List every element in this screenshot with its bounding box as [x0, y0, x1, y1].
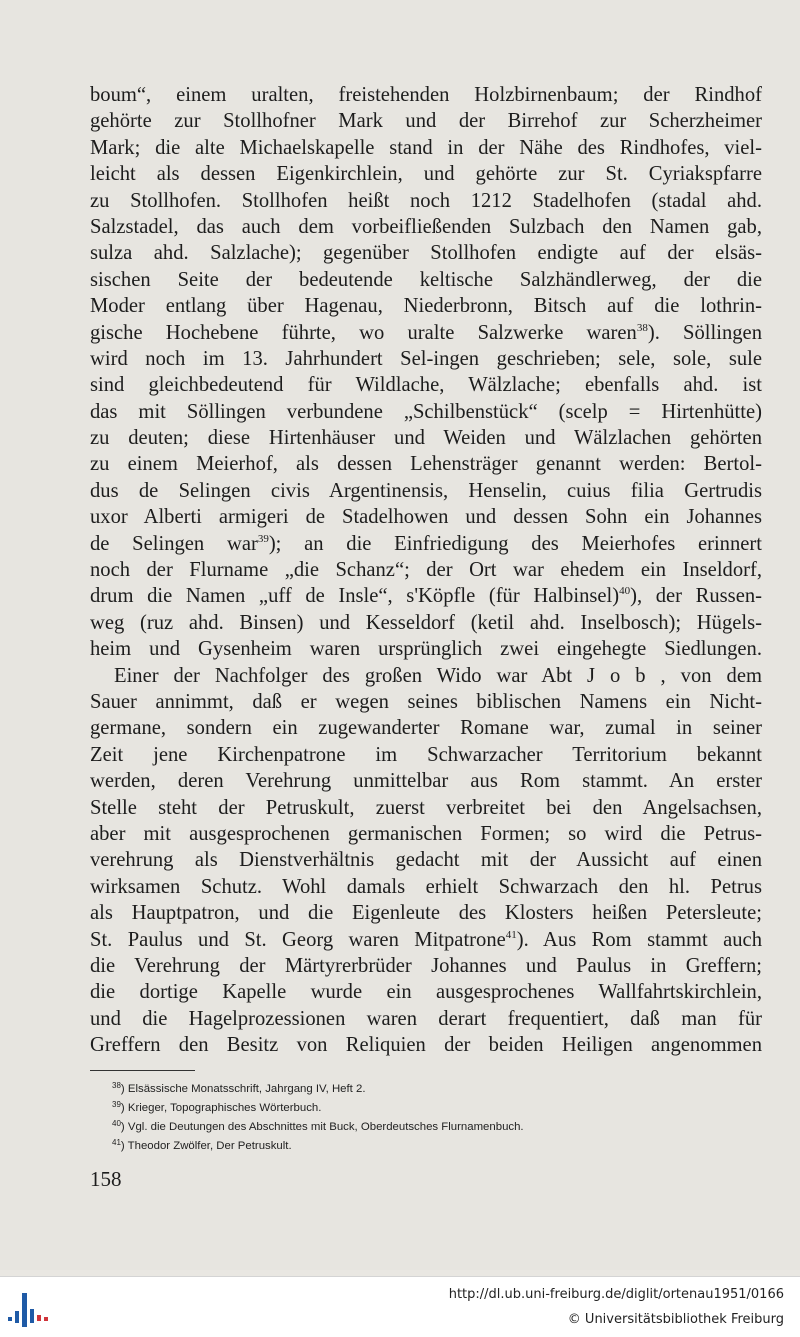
permalink-url[interactable]: http://dl.ub.uni-freiburg.de/diglit/ortenau1951/0166	[448, 1287, 784, 1302]
text-line: sind gleichbedeutend für Wildlache, Wälzlache; ebenfalls ahd. ist	[90, 374, 762, 397]
logo-bar	[22, 1293, 27, 1327]
text-line: sulza ahd. Salzlache); gegenüber Stollhofen endigte auf der elsäs-	[90, 242, 762, 265]
line-text: ); an die Einfriedigung des Meierhofes erinnert	[268, 532, 762, 555]
footnote	[112, 1135, 712, 1154]
page-number: 158	[90, 1167, 122, 1191]
footnote-number: 40	[112, 1119, 121, 1128]
footnote	[112, 1097, 712, 1116]
text-line	[90, 531, 762, 557]
text-line: noch der Flurname „die Schanz“; der Ort war ehedem ein Inseldorf,	[90, 559, 762, 582]
text-line: zu Stollhofen. Stollhofen heißt noch 1212 Stadelhofen (stadal ahd.	[90, 189, 762, 212]
footnote-text: ) Krieger, Topographisches Wörterbuch.	[120, 1102, 322, 1114]
text-line: weg (ruz ahd. Binsen) und Kesseldorf (ketil ahd. Inselbosch); Hügels-	[90, 611, 762, 634]
text-line	[90, 583, 762, 609]
text-line: boum“, einem uralten, freistehenden Holzbirnenbaum; der Rindhof	[90, 84, 762, 106]
footnote	[112, 1078, 712, 1097]
footnote-number: 38	[112, 1081, 121, 1090]
text-line: aber mit ausgesprochenen germanischen Formen; so wird die Petrus-	[90, 822, 762, 845]
logo-bar	[37, 1315, 41, 1321]
text-line: verehrung als Dienstverhältnis gedacht mit der Aussicht auf einen	[90, 849, 762, 872]
text-line: werden, deren Verehrung unmittelbar aus Rom stammt. An erster	[90, 770, 762, 793]
footnote-ref[interactable]: 41	[505, 928, 517, 941]
text-line	[90, 320, 762, 346]
line-text: ), der Russen-	[630, 585, 762, 608]
text-line: gehörte zur Stollhofner Mark und der Birrehof zur Scherzheimer	[90, 110, 762, 133]
line-text: ). Aus Rom stammt auch	[516, 928, 762, 951]
footnote	[112, 1116, 712, 1135]
text-line: die dortige Kapelle wurde ein ausgesprochenes Wallfahrtskirchlein,	[90, 981, 762, 1004]
text-line: zu deuten; diese Hirtenhäuser und Weiden und Wälzlachen gehörten	[90, 427, 762, 450]
line-text: drum die Namen „uff de Insle“, s'Köpfle (für Halbinsel)	[90, 585, 620, 608]
ub-freiburg-logo-icon[interactable]	[8, 1287, 50, 1331]
line-text: St. Paulus und St. Georg waren Mitpatrone	[90, 928, 506, 951]
logo-bar	[8, 1317, 12, 1321]
footnote-text: ) Elsässische Monatsschrift, Jahrgang IV, Heft 2.	[120, 1083, 366, 1095]
text-line: Greffern den Besitz von Reliquien der beiden Heiligen angenommen	[90, 1034, 762, 1057]
footnote-ref[interactable]: 40	[619, 585, 631, 598]
text-line: Mark; die alte Michaelskapelle stand in der Nähe des Rindhofes, viel-	[90, 136, 762, 159]
footnote-number: 39	[112, 1100, 121, 1109]
text-line: Sauer annimmt, daß er wegen seines biblischen Namens ein Nicht-	[90, 690, 762, 713]
footnote-text: ) Vgl. die Deutungen des Abschnittes mit Buck, Oberdeutsches Flurnamenbuch.	[120, 1121, 524, 1133]
text-line: Salzstadel, das auch dem vorbeifließenden Sulzbach den Namen gab,	[90, 215, 762, 238]
text-line: und die Hagelprozessionen waren derart frequentiert, daß man für	[90, 1007, 762, 1030]
text-line: germane, sondern ein zugewanderter Romane war, zumal in seiner	[90, 717, 762, 740]
text-line: dus de Selingen civis Argentinensis, Henselin, cuius filia Gertrudis	[90, 479, 762, 502]
text-line: uxor Alberti armigeri de Stadelhowen und dessen Sohn ein Johannes	[90, 506, 762, 529]
text-line: als Hauptpatron, und die Eigenleute des Klosters heißen Petersleute;	[90, 902, 762, 925]
viewer-footer	[0, 1276, 800, 1337]
text-line: die Verehrung der Märtyrerbrüder Johannes und Paulus in Greffern;	[90, 954, 762, 977]
line-text: gische Hochebene führte, wo uralte Salzwerke waren	[90, 321, 637, 344]
text-line: wirksamen Schutz. Wohl damals erhielt Schwarzach den hl. Petrus	[90, 875, 762, 898]
text-line: zu einem Meierhof, als dessen Lehensträger genannt werden: Bertol-	[90, 453, 762, 476]
text-line: das mit Söllingen verbundene „Schilbenstück“ (scelp = Hirtenhütte)	[90, 400, 762, 423]
footnote-ref[interactable]: 38	[636, 321, 648, 334]
body-text	[90, 82, 762, 1058]
footnotes	[112, 1078, 712, 1154]
text-line: Moder entlang über Hagenau, Niederbronn, Bitsch auf die lothrin-	[90, 295, 762, 318]
logo-bar	[44, 1317, 48, 1321]
logo-bar	[15, 1311, 19, 1323]
text-line: wird noch im 13. Jahrhundert Sel-ingen geschrieben; sele, sole, sule	[90, 347, 762, 370]
line-text: de Selingen war	[90, 532, 258, 555]
text-line: sischen Seite der bedeutende keltische Salzhändlerweg, der die	[90, 268, 762, 291]
footnote-text: ) Theodor Zwölfer, Der Petruskult.	[120, 1140, 292, 1152]
text-line: Stelle steht der Petruskult, zuerst verbreitet bei den Angelsachsen,	[90, 796, 762, 819]
text-line: leicht als dessen Eigenkirchlein, und gehörte zur St. Cyriakspfarre	[90, 163, 762, 186]
footnote-number: 41	[112, 1138, 121, 1147]
footnote-ref[interactable]: 39	[257, 532, 269, 545]
text-line: Einer der Nachfolger des großen Wido war Abt J o b , von dem	[114, 664, 762, 687]
text-line	[90, 927, 762, 953]
text-line: Zeit jene Kirchenpatrone im Schwarzacher Territorium bekannt	[90, 743, 762, 766]
text-line: heim und Gysenheim waren ursprünglich zwei eingehegte Siedlungen.	[90, 638, 762, 661]
footnote-rule	[90, 1070, 195, 1071]
copyright-notice: © Universitätsbibliothek Freiburg	[567, 1312, 784, 1327]
logo-bar	[30, 1309, 34, 1323]
line-text: ). Söllingen	[647, 321, 762, 344]
